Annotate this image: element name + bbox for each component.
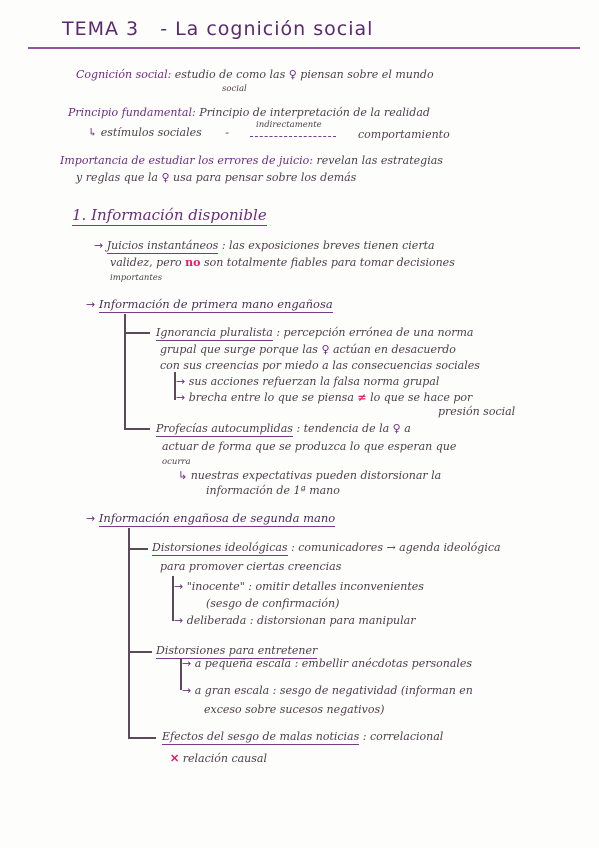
arrow-icon: → xyxy=(182,657,192,670)
ignorancia-def: : percepción errónea de una norma xyxy=(276,326,474,339)
principio-def: Principio de interpretación de la realidad xyxy=(199,106,430,119)
importancia-def-2: y reglas que la xyxy=(76,171,158,184)
distorsiones-line xyxy=(152,541,501,554)
importancia-def: revelan las estrategias xyxy=(316,154,443,167)
ignorancia-line xyxy=(156,326,474,339)
profecias-def-3: ocurra xyxy=(162,457,191,467)
arrow-icon: → xyxy=(94,239,104,252)
title-rest: - La cognición social xyxy=(160,18,374,40)
dist-sub-2-text: deliberada : distorsionan para manipular xyxy=(186,614,416,627)
efectos-causal: relación causal xyxy=(182,752,267,765)
cognicion-line xyxy=(76,68,434,81)
ent-sub-2a: a gran escala xyxy=(194,684,270,697)
title-tema: TEMA 3 xyxy=(62,18,140,40)
segunda-mano-heading: Información engañosa de segunda mano xyxy=(98,511,336,525)
dashed-arrow xyxy=(250,136,336,137)
principio-line xyxy=(68,106,430,119)
arrow-icon: → xyxy=(174,614,184,627)
principio-sub-b: comportamiento xyxy=(358,128,450,141)
ent-sub-1b: : embellir anécdotas personales xyxy=(294,657,473,670)
cross-icon: ✕ xyxy=(170,752,180,765)
arrow-icon: → xyxy=(176,375,186,388)
cognicion-def: estudio de como las xyxy=(174,68,286,81)
primera-mano-line xyxy=(86,297,333,311)
distorsiones-def: : comunicadores → agenda ideológica xyxy=(291,541,501,554)
dist-sub-1c: (sesgo de confirmación) xyxy=(206,597,340,610)
juicios-term: Juicios instantáneos xyxy=(106,239,219,252)
ign-sub-1 xyxy=(176,375,439,388)
juicios-line-2 xyxy=(110,256,455,269)
entretener-line xyxy=(156,644,317,657)
ign-sub-2a: brecha entre lo que se piensa xyxy=(188,391,354,404)
efectos-line xyxy=(162,730,443,743)
bracket-line xyxy=(128,528,130,738)
ign-sub-1-text: sus acciones refuerzan la falsa norma grupal xyxy=(188,375,440,388)
importancia-line xyxy=(60,154,443,167)
efectos-sub xyxy=(170,752,267,765)
dist-sub-2 xyxy=(174,614,415,627)
efectos-term: Efectos del sesgo de malas noticias xyxy=(162,730,360,743)
ign-sub-2b: lo que se hace por xyxy=(370,391,473,404)
cognicion-def-2: piensan sobre el mundo xyxy=(300,68,434,81)
profecias-line xyxy=(156,422,411,435)
bracket-branch xyxy=(128,737,156,739)
page-title xyxy=(62,18,373,40)
principio-term: Principio fundamental: xyxy=(68,106,196,119)
prof-sub-2: información de 1ª mano xyxy=(206,484,340,497)
efectos-def: : correlacional xyxy=(362,730,444,743)
cognicion-term: Cognición social: xyxy=(76,68,172,81)
ignorancia-term: Ignorancia pluralista xyxy=(156,326,273,339)
importancia-term: Importancia de estudiar los errores de juicio: xyxy=(60,154,313,167)
person-icon: ♀ xyxy=(288,68,297,81)
juicios-def-2a: validez, pero xyxy=(110,256,182,269)
bracket-branch xyxy=(128,548,148,550)
dist-sub-1a: "inocente" xyxy=(186,580,245,593)
ent-sub-2b: : sesgo de negatividad (informan en xyxy=(272,684,473,697)
ign-sub-2c: presión social xyxy=(438,405,516,418)
ent-sub-1 xyxy=(182,657,472,670)
arrow-icon: → xyxy=(174,580,184,593)
distorsiones-term: Distorsiones ideológicas xyxy=(152,541,288,554)
prof-sub xyxy=(178,469,441,482)
ent-sub-2 xyxy=(182,684,473,697)
bracket-branch xyxy=(124,428,150,430)
importancia-def-3: usa para pensar sobre los demás xyxy=(173,171,357,184)
ign-sub-2 xyxy=(176,391,472,404)
arrow-icon: → xyxy=(86,512,96,525)
arrow-icon: → xyxy=(182,684,192,697)
principio-sub: ↳ estímulos sociales - xyxy=(88,126,230,139)
segunda-mano-line xyxy=(86,511,335,525)
arrow-icon: → xyxy=(176,391,186,404)
ignorancia-line-2 xyxy=(160,343,456,356)
not-equal-icon: ≠ xyxy=(357,391,367,404)
person-icon: ♀ xyxy=(321,343,330,356)
cognicion-def-3: social xyxy=(222,84,247,94)
ent-sub-2c: exceso sobre sucesos negativos) xyxy=(204,703,385,716)
arrow-icon: → xyxy=(86,298,96,311)
ignorancia-def-3: con sus creencias por miedo a las consecuencias sociales xyxy=(160,359,480,372)
profecias-def-b: a xyxy=(404,422,411,435)
prof-sub-1: nuestras expectativas pueden distorsionar la xyxy=(190,469,442,482)
profecias-def-2: actuar de forma que se produzca lo que esperan que xyxy=(162,440,457,453)
dist-sub-1 xyxy=(174,580,424,593)
hook-arrow-icon: ↳ xyxy=(178,469,188,482)
juicios-no: no xyxy=(185,256,201,269)
juicios-def-3: importantes xyxy=(110,273,163,283)
ignorancia-def-2: grupal que surge porque las xyxy=(160,343,318,356)
section-title-text: 1. Información disponible xyxy=(72,206,267,224)
principio-sub-mid: indirectamente xyxy=(256,120,322,130)
entretener-term: Distorsiones para entretener xyxy=(156,644,318,657)
person-icon: ♀ xyxy=(161,171,170,184)
section-title xyxy=(72,206,267,224)
importancia-line-2 xyxy=(76,171,356,184)
juicios-def-2b: son totalmente fiables para tomar decisiones xyxy=(203,256,455,269)
person-icon: ♀ xyxy=(392,422,401,435)
ignorancia-def-2b: actúan en desacuerdo xyxy=(333,343,456,356)
distorsiones-def-2: para promover ciertas creencias xyxy=(160,560,342,573)
title-underline xyxy=(28,47,580,49)
bracket-branch xyxy=(124,332,150,334)
ent-sub-1a: a pequeña escala xyxy=(194,657,292,670)
profecias-def: : tendencia de la xyxy=(296,422,390,435)
profecias-term: Profecías autocumplidas xyxy=(156,422,293,435)
dist-sub-1b: : omitir detalles inconvenientes xyxy=(248,580,424,593)
hook-arrow-icon: ↳ xyxy=(88,126,98,139)
bracket-branch xyxy=(128,651,152,653)
primera-mano-heading: Información de primera mano engañosa xyxy=(98,297,333,311)
juicios-def: : las exposiciones breves tienen cierta xyxy=(221,239,435,252)
principio-sub-a: estímulos sociales xyxy=(100,126,202,139)
juicios-line xyxy=(94,239,435,252)
